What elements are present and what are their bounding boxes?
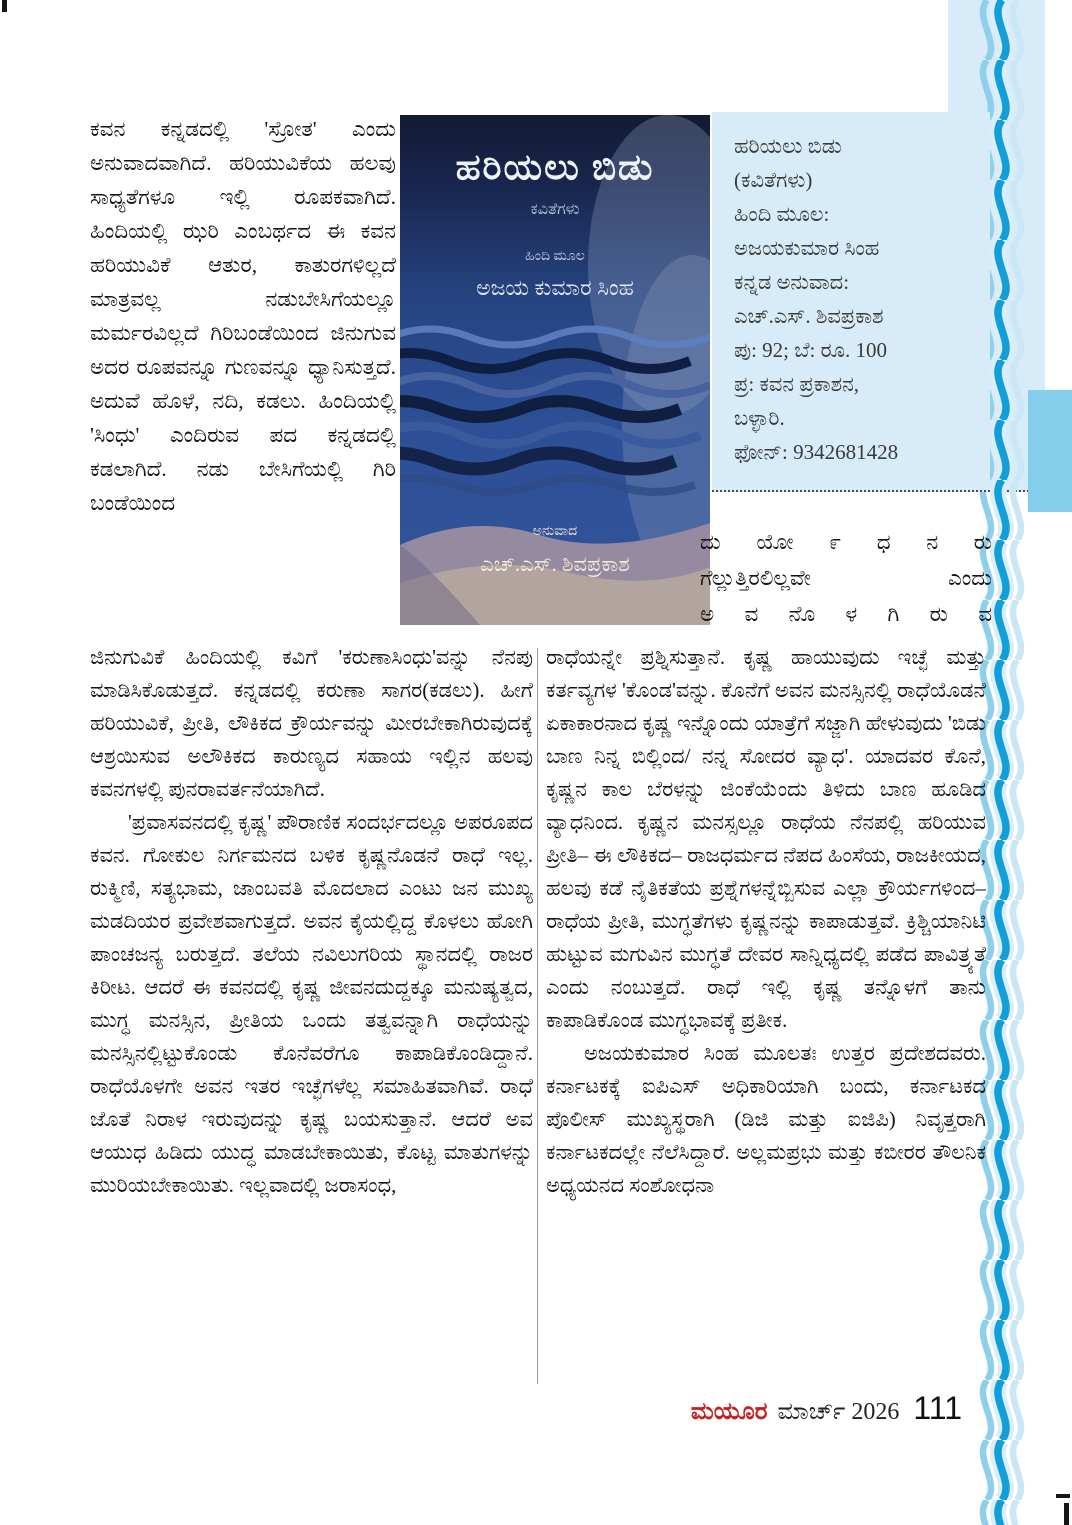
cover-subtitle: ಕವಿತೆಗಳು bbox=[530, 201, 580, 218]
info-line-genre: (ಕವಿತೆಗಳು) bbox=[734, 168, 813, 192]
cover-author: ಅಜಯ ಕುಮಾರ ಸಿಂಹ bbox=[476, 275, 634, 300]
paragraph: ಅಜಯಕುಮಾರ ಸಿಂಹ ಮೂಲತಃ ಉತ್ತರ ಪ್ರದೇಶದವರು. ಕರ್ನಾಟಕಕ್ಕೆ ಐಪಿಎಸ್ ಅಧಿಕಾರಿಯಾಗಿ ಬಂದು, ಕರ್ನಾಟಕದ ಪೊಲೀಸ್ ಮುಖ್ಯಸ್ಥರಾಗಿ (ಡಿಜಿ ಮತ್ತು ಐಜಿಪಿ) ನಿವೃತ್ತರಾಗಿ ಕರ್ನಾಟಕದಲ್ಲೇ ನೆಲೆಸಿದ್ದಾರೆ. ಅಲ್ಲಮಪ್ರಭು ಮತ್ತು ಕಬೀರರ ತೌಲನಿಕ ಅಧ್ಯಯನದ ಸಂಶೋಧನಾ bbox=[546, 1041, 986, 1197]
article-left-column bbox=[90, 641, 533, 1202]
crop-mark-bottom-right-v bbox=[1064, 1503, 1069, 1525]
spaced-line: ಗೆಲ್ಲುತ್ತಿರಲಿಲ್ಲವೇ ಎಂದು bbox=[700, 566, 992, 590]
article-column-2-top bbox=[700, 524, 992, 632]
info-line-city: ಬಳ್ಳಾರಿ. bbox=[734, 406, 785, 430]
paragraph: ಕವನ ಕನ್ನಡದಲ್ಲಿ 'ಸ್ರೋತ' ಎಂದು ಅನುವಾದವಾಗಿದೆ. ಹರಿಯುವಿಕೆಯ ಹಲವು ಸಾಧ್ಯತೆಗಳೂ ಇಲ್ಲಿ ರೂಪಕವಾಗಿದೆ. ಹಿಂದಿಯಲ್ಲಿ ಝರಿ ಎಂಬರ್ಥದ ಈ ಕವನ ಹರಿಯುವಿಕೆ ಆತುರ, ಕಾತುರಗಳಿಲ್ಲದೆ ಮಾತ್ರವಲ್ಲ ನಡುಬೇಸಿಗೆಯಲ್ಲೂ ಮರ್ಮರವಿಲ್ಲದೆ ಗಿರಿಬಂಡೆಯಿಂದ ಜಿನುಗುವ ಅದರ ರೂಪವನ್ನೂ ಗುಣವನ್ನೂ ಧ್ಯಾನಿಸುತ್ತದೆ. ಅದುವೆ ಹೊಳೆ, ನದಿ, ಕಡಲು. ಹಿಂದಿಯಲ್ಲಿ 'ಸಿಂಧು' ಎಂದಿರುವ ಪದ ಕನ್ನಡದಲ್ಲಿ ಕಡಲಾಗಿದೆ. ನಡು ಬೇಸಿಗೆಯಲ್ಲಿ ಗಿರಿ ಬಂಡೆಯಿಂದ bbox=[90, 117, 396, 515]
crop-mark-top-left bbox=[2, 0, 7, 12]
cover-translation-label: ಅನುವಾದ bbox=[532, 524, 578, 539]
spaced-line: ದು ಯೋ ೯ ಧ ನ ರು bbox=[700, 530, 992, 554]
info-line-publisher: ಪ್ರ: ಕವನ ಪ್ರಕಾಶನ, bbox=[734, 372, 860, 396]
page-number: 111 bbox=[913, 1390, 962, 1426]
column-divider bbox=[537, 648, 538, 1384]
info-line-translation-label: ಕನ್ನಡ ಅನುವಾದ: bbox=[734, 270, 850, 294]
book-cover-photo bbox=[400, 115, 710, 625]
issue-date: ಮಾರ್ಚ್ 2026 bbox=[777, 1399, 900, 1425]
paragraph: 'ಪ್ರವಾಸವನದಲ್ಲಿ ಕೃಷ್ಣ' ಪೌರಾಣಿಕ ಸಂದರ್ಭದಲ್ಲೂ ಅಪರೂಪದ ಕವನ. ಗೋಕುಲ ನಿರ್ಗಮನದ ಬಳಿಕ ಕೃಷ್ಣನೊಡನೆ ರಾಧೆ ಇಲ್ಲ. ರುಕ್ಮಿಣಿ, ಸತ್ಯಭಾಮ, ಜಾಂಬವತಿ ಮೊದಲಾದ ಎಂಟು ಜನ ಮುಖ್ಯ ಮಡದಿಯರ ಪ್ರವೇಶವಾಗುತ್ತದೆ. ಅವನ ಕೈಯಲ್ಲಿದ್ದ ಕೊಳಲು ಹೋಗಿ ಪಾಂಚಜನ್ಯ ಬರುತ್ತದೆ. ತಲೆಯ ನವಿಲುಗರಿಯ ಸ್ಥಾನದಲ್ಲಿ ರಾಜರ ಕಿರೀಟ. ಆದರೆ ಈ ಕವನದಲ್ಲಿ ಕೃಷ್ಣ ಜೀವನದುದ್ದಕ್ಕೂ ಮನುಷ್ಯತ್ವದ, ಮುಗ್ಧ ಮನಸ್ಸಿನ, ಪ್ರೀತಿಯ ಒಂದು ತತ್ವವನ್ನಾಗಿ ರಾಧೆಯನ್ನು ಮನಸ್ಸಿನಲ್ಲಿಟ್ಟುಕೊಂಡು ಕೊನೆವರೆಗೂ ಕಾಪಾಡಿಕೊಂಡಿದ್ದಾನೆ. ರಾಧೆಯೊಳಗೇ ಅವನ ಇತರ ಇಚ್ಛೆಗಳೆಲ್ಲ ಸಮಾಹಿತವಾಗಿವೆ. ರಾಧೆ ಜೊತೆ ನಿರಾಳ ಇರುವುದನ್ನು ಕೃಷ್ಣ ಬಯಸುತ್ತಾನೆ. ಆದರೆ ಅವ ಆಯುಧ ಹಿಡಿದು ಯುದ್ಧ ಮಾಡಬೇಕಾಯಿತು, ಕೊಟ್ಟ ಮಾತುಗಳನ್ನು ಮುರಿಯಬೇಕಾಯಿತು. ಇಲ್ಲವಾದಲ್ಲಿ ಜರಾಸಂಧ, bbox=[90, 810, 533, 1197]
page-footer bbox=[500, 1390, 962, 1427]
magazine-name: ಮಯೂರ bbox=[690, 1399, 768, 1425]
paragraph: ಜಿನುಗುವಿಕೆ ಹಿಂದಿಯಲ್ಲಿ ಕವಿಗೆ 'ಕರುಣಾಸಿಂಧು'ವನ್ನು ನೆನಪು ಮಾಡಿಸಿಕೊಡುತ್ತದೆ. ಕನ್ನಡದಲ್ಲಿ ಕರುಣಾ ಸಾಗರ(ಕಡಲು). ಹೀಗೆ ಹರಿಯುವಿಕೆ, ಪ್ರೀತಿ, ಲೌಕಿಕದ ಕ್ರೌರ್ಯವನ್ನು ಮೀರಬೇಕಾಗಿರುವುದಕ್ಕೆ ಆಶ್ರಯಿಸುವ ಅಲೌಕಿಕದ ಕಾರುಣ್ಯದ ಸಹಾಯ ಇಲ್ಲಿನ ಹಲವು ಕವನಗಳಲ್ಲಿ ಪುನರಾವರ್ತನೆಯಾಗಿದೆ. bbox=[90, 645, 533, 801]
info-line-origin-label: ಹಿಂದಿ ಮೂಲ: bbox=[734, 202, 830, 226]
crop-mark-bottom-right-h bbox=[1056, 1494, 1070, 1498]
info-line-author: ಅಜಯಕುಮಾರ ಸಿಂಹ bbox=[734, 236, 880, 260]
book-info-box bbox=[712, 112, 990, 492]
spaced-line: ಅ ವ ನೊ ಳ ಗಿ ರು ವ bbox=[700, 602, 992, 626]
info-line-title: ಹರಿಯಲು ಬಿಡು bbox=[734, 134, 842, 158]
article-column-1 bbox=[90, 112, 396, 520]
cover-origin-label: ಹಿಂದಿ ಮೂಲ bbox=[525, 249, 585, 264]
cover-translator: ಎಚ್.ಎಸ್. ಶಿವಪ್ರಕಾಶ bbox=[480, 552, 630, 576]
article-right-column bbox=[546, 641, 986, 1202]
cover-title: ಹರಿಯಲು ಬಿಡು bbox=[455, 147, 655, 187]
info-line-phone: ಫೋನ್: 9342681428 bbox=[734, 440, 899, 464]
info-line-translator: ಎಚ್.ಎಸ್. ಶಿವಪ್ರಕಾಶ bbox=[734, 304, 884, 328]
info-line-pages-price: ಪು: 92; ಬೆ: ರೂ. 100 bbox=[734, 338, 888, 362]
section-tab bbox=[1028, 390, 1072, 512]
paragraph: ರಾಧೆಯನ್ನೇ ಪ್ರಶ್ನಿಸುತ್ತಾನೆ. ಕೃಷ್ಣ ಹಾಯುವುದು ಇಚ್ಛೆ ಮತ್ತು ಕರ್ತವ್ಯಗಳ 'ಕೊಂಡ'ವನ್ನು. ಕೊನೆಗೆ ಅವನ ಮನಸ್ಸಿನಲ್ಲಿ ರಾಧೆಯೊಡನೆ ಏಕಾಕಾರನಾದ ಕೃಷ್ಣ ಇನ್ನೊಂದು ಯಾತ್ರೆಗೆ ಸಜ್ಜಾಗಿ ಹೇಳುವುದು 'ಬಿಡು ಬಾಣ ನಿನ್ನ ಬಿಲ್ಲಿಂದ/ ನನ್ನ ಸೋದರ ವ್ಯಾಧ'. ಯಾದವರ ಕೊನೆ, ಕೃಷ್ಣನ ಕಾಲ ಬೆರಳನ್ನು ಜಿಂಕೆಯೆಂದು ತಿಳಿದು ಬಾಣ ಹೂಡಿದ ವ್ಯಾಧನಿಂದ. ಕೃಷ್ಣನ ಮನಸ್ಸಲ್ಲೂ ರಾಧೆಯ ನೆನಪಲ್ಲಿ ಹರಿಯುವ ಪ್ರೀತಿ– ಈ ಲೌಕಿಕದ– ರಾಜಧರ್ಮದ ನೆಪದ ಹಿಂಸೆಯ, ರಾಜಕೀಯದ, ಹಲವು ಕಡೆ ನೈತಿಕತೆಯ ಪ್ರಶ್ನೆಗಳನ್ನೆಬ್ಬಿಸುವ ಎಲ್ಲಾ ಕ್ರೌರ್ಯಗಳಿಂದ– ರಾಧೆಯ ಪ್ರೀತಿ, ಮುಗ್ಧತೆಗಳು ಕೃಷ್ಣನನ್ನು ಕಾಪಾಡುತ್ತವೆ. ಕ್ರಿಶ್ಚಿಯಾನಿಟಿ ಹುಟ್ಟುವ ಮಗುವಿನ ಮುಗ್ಧತೆ ದೇವರ ಸಾನ್ನಿಧ್ಯದಲ್ಲಿ ಪಡೆದ ಪಾವಿತ್ರ್ಯತೆ ಎಂದು ನಂಬುತ್ತದೆ. ರಾಧೆ ಇಲ್ಲಿ ಕೃಷ್ಣ ತನ್ನೊಳಗೆ ತಾನು ಕಾಪಾಡಿಕೊಂಡ ಮುಗ್ಧಭಾವಕ್ಕೆ ಪ್ರತೀಕ. bbox=[546, 645, 986, 1032]
